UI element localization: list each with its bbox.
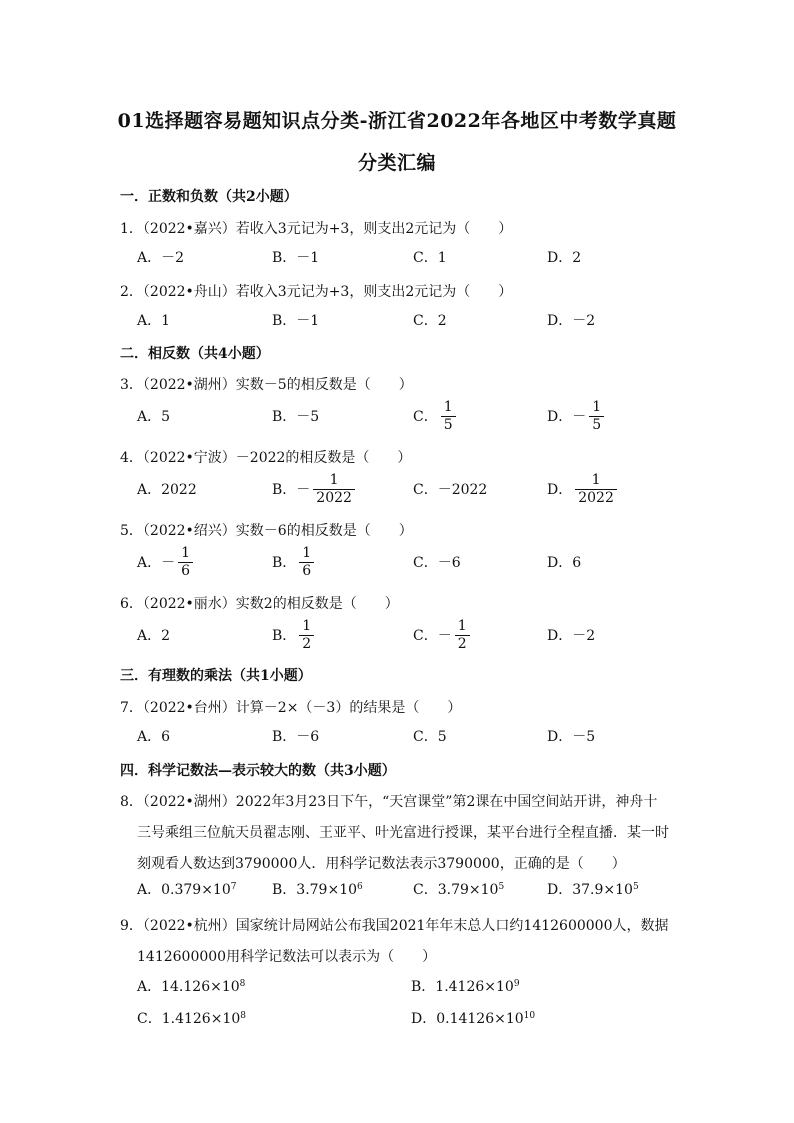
q2-option-b: B．－1 [272, 313, 320, 329]
q2-option-a: A．1 [137, 313, 171, 329]
q4-option-a: A．2022 [137, 482, 197, 498]
fraction-numerator: 1 [181, 544, 191, 561]
q9-option-c-base: C．1.4126×10 [137, 1011, 241, 1027]
q4-option-b-label: B．－ [272, 482, 311, 498]
q4-option-d-label: D． [547, 482, 573, 498]
q2-option-d: D．－2 [547, 313, 596, 329]
q3-option-d-label: D．－ [547, 409, 587, 425]
q5-option-b [272, 545, 314, 579]
q9-option-a [137, 969, 245, 1003]
q5-option-c: C．－6 [413, 555, 461, 571]
q8-option-a-base: A．0.379×10 [137, 882, 231, 898]
q9-option-a-base: A．14.126×10 [137, 979, 240, 995]
fraction-denominator: 5 [592, 416, 602, 433]
fraction [313, 473, 355, 505]
q5-option-d: D．6 [547, 555, 582, 571]
q6-option-c-label: C．－ [413, 628, 452, 644]
q5-option-a-label: A．－ [137, 555, 176, 571]
q3-option-c-label: C． [413, 409, 438, 425]
q6-option-a: A．2 [137, 628, 171, 644]
section-heading-1: 一．正数和负数（共2小题） [120, 189, 298, 205]
exponent: 9 [513, 979, 520, 989]
fraction-numerator: 1 [457, 617, 467, 634]
fraction-denominator: 2022 [316, 489, 352, 506]
q8-option-b-base: B．3.79×10 [272, 882, 358, 898]
fraction-numerator: 1 [302, 544, 312, 561]
fraction-numerator: 1 [443, 398, 453, 415]
q1-option-c: C．1 [413, 250, 447, 266]
q2-option-c: C．2 [413, 313, 447, 329]
q4-option-b [272, 472, 355, 506]
exponent: 7 [230, 882, 237, 892]
q9-option-b [411, 969, 520, 1003]
question-8-stem-line1: 8．（2022•湖州）2022年3月23日下午，“天宫课堂”第2课在中国空间站开讲，神舟十 [120, 794, 658, 810]
q6-option-c [413, 618, 470, 652]
doc-title-line1: 01选择题容易题知识点分类-浙江省2022年各地区中考数学真题 [117, 110, 677, 132]
q1-option-b: B．－1 [272, 250, 320, 266]
q1-option-d: D．2 [547, 250, 582, 266]
q3-option-a: A．5 [137, 409, 171, 425]
q8-option-a [137, 872, 236, 906]
fraction-numerator: 1 [329, 471, 339, 488]
q8-option-d-base: D．37.9×10 [547, 882, 633, 898]
q5-option-b-label: B． [272, 555, 297, 571]
q7-option-b: B．－6 [272, 729, 320, 745]
fraction [589, 400, 604, 432]
q9-option-c [137, 1001, 246, 1035]
question-8-stem-line2: 三号乘组三位航天员翟志刚、王亚平、叶光富进行授课，某平台进行全程直播．某一时 [137, 825, 669, 841]
question-3-stem: 3．（2022•湖州）实数－5的相反数是（ ） [120, 377, 413, 393]
q4-option-c: C．－2022 [413, 482, 488, 498]
q3-option-b: B．－5 [272, 409, 320, 425]
exponent: 8 [240, 1011, 246, 1021]
section-heading-4: 四．科学记数法—表示较大的数（共3小题） [120, 763, 396, 779]
fraction-denominator: 6 [181, 562, 191, 579]
question-2-stem: 2．（2022•舟山）若收入3元记为+3，则支出2元记为（ ） [120, 284, 513, 300]
fraction [455, 619, 470, 651]
fraction-numerator: 1 [592, 398, 602, 415]
q6-option-d: D．－2 [547, 628, 596, 644]
fraction-denominator: 2 [457, 635, 467, 652]
q3-option-c [413, 399, 456, 433]
fraction-denominator: 2022 [578, 489, 614, 506]
fraction [575, 473, 617, 505]
question-9-stem-line2: 1412600000用科学记数法可以表示为（ ） [137, 949, 437, 965]
question-5-stem: 5．（2022•绍兴）实数－6的相反数是（ ） [120, 523, 413, 539]
section-heading-3: 三．有理数的乘法（共1小题） [120, 668, 312, 684]
question-4-stem: 4．（2022•宁波）－2022的相反数是（ ） [120, 450, 412, 466]
q3-option-d [547, 399, 604, 433]
fraction [299, 546, 314, 578]
section-heading-2: 二．相反数（共4小题） [120, 346, 270, 362]
q7-option-a: A．6 [137, 729, 171, 745]
fraction-denominator: 6 [302, 562, 312, 579]
question-1-stem: 1．（2022•嘉兴）若收入3元记为+3，则支出2元记为（ ） [120, 221, 513, 237]
fraction [441, 400, 456, 432]
q4-option-d [547, 472, 617, 506]
doc-title-line2: 分类汇编 [357, 152, 436, 174]
q7-option-c: C．5 [413, 729, 447, 745]
fraction-numerator: 1 [302, 617, 312, 634]
q6-option-b [272, 618, 314, 652]
fraction-denominator: 2 [302, 635, 312, 652]
question-6-stem: 6．（2022•丽水）实数2的相反数是（ ） [120, 596, 399, 612]
question-8-stem-line3: 刻观看人数达到3790000人．用科学记数法表示3790000，正确的是（ ） [137, 856, 626, 872]
q8-option-c-base: C．3.79×10 [413, 882, 499, 898]
exponent: 8 [239, 979, 246, 989]
fraction [178, 546, 193, 578]
exponent: 10 [523, 1011, 536, 1021]
question-7-stem: 7．（2022•台州）计算－2×（－3）的结果是（ ） [120, 700, 462, 716]
q8-option-b [272, 872, 363, 906]
fraction [299, 619, 314, 651]
q7-option-d: D．－5 [547, 729, 596, 745]
q6-option-b-label: B． [272, 628, 297, 644]
q9-option-d-base: D．0.14126×10 [411, 1011, 524, 1027]
exponent: 5 [632, 882, 639, 892]
q8-option-c [413, 872, 504, 906]
exponent: 6 [357, 882, 363, 892]
q9-option-d [411, 1001, 535, 1035]
exponent: 5 [498, 882, 505, 892]
q5-option-a [137, 545, 193, 579]
fraction-denominator: 5 [443, 416, 453, 433]
q8-option-d [547, 872, 639, 906]
q1-option-a: A．－2 [137, 250, 185, 266]
q9-option-b-base: B．1.4126×10 [411, 979, 514, 995]
fraction-numerator: 1 [591, 471, 601, 488]
question-9-stem-line1: 9．（2022•杭州）国家统计局网站公布我国2021年年末总人口约1412600000人，数据 [120, 918, 669, 934]
